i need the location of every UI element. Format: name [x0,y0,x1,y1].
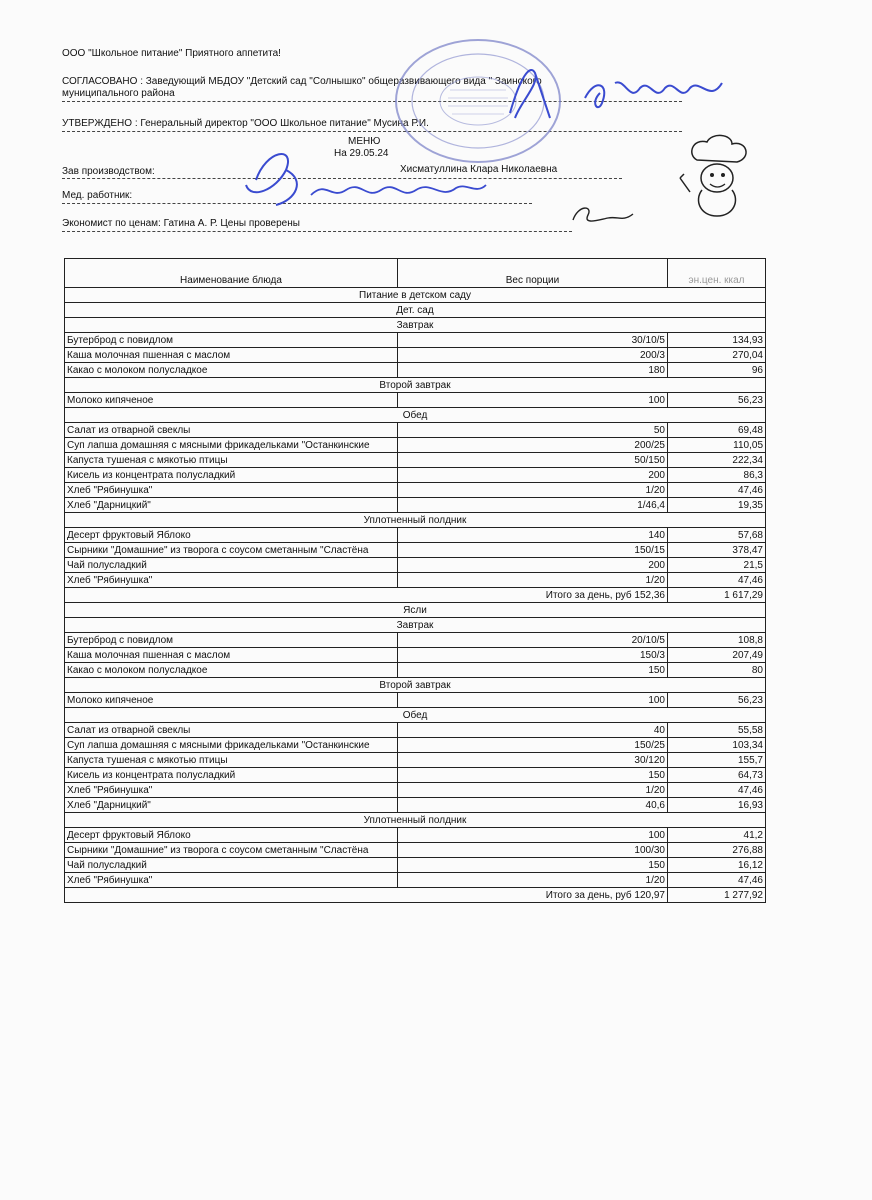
total-kcal: 1 617,29 [668,588,766,603]
portion-weight: 200/3 [398,348,668,363]
dish-name: Сырники "Домашние" из творога с соусом сметанным "Сластёна [65,843,398,858]
dish-name: Хлеб "Дарницкий" [65,498,398,513]
kcal-value: 378,47 [668,543,766,558]
portion-weight: 200 [398,468,668,483]
total-row [65,888,766,903]
director-signature [490,58,740,128]
kcal-value: 96 [668,363,766,378]
chef-mascot-image [672,130,762,220]
table-row [65,663,766,678]
table-row [65,768,766,783]
table-row [65,783,766,798]
dish-name: Хлеб "Рябинушка" [65,483,398,498]
dish-name: Кисель из концентрата полусладкий [65,768,398,783]
portion-weight: 50 [398,423,668,438]
dish-name: Хлеб "Рябинушка" [65,573,398,588]
table-row [65,753,766,768]
meal-row [65,408,766,423]
portion-weight: 200/25 [398,438,668,453]
portion-weight: 200 [398,558,668,573]
economist-signature [568,200,638,230]
total-blank [65,888,398,903]
kcal-value: 222,34 [668,453,766,468]
menu-date: На 29.05.24 [334,148,389,159]
portion-weight: 100 [398,693,668,708]
portion-weight: 100/30 [398,843,668,858]
kcal-value: 69,48 [668,423,766,438]
meal-title: Уплотненный полдник [65,813,766,828]
dish-name: Какао с молоком полусладкое [65,363,398,378]
portion-weight: 150/15 [398,543,668,558]
portion-weight: 100 [398,393,668,408]
total-label: Итого за день, руб 152,36 [398,588,668,603]
dish-name: Суп лапша домашняя с мясными фрикадельками "Останкинские [65,438,398,453]
table-row [65,528,766,543]
portion-weight: 150 [398,663,668,678]
portion-weight: 150 [398,858,668,873]
table-row [65,498,766,513]
portion-weight: 1/20 [398,483,668,498]
table-row [65,798,766,813]
meal-title: Обед [65,708,766,723]
portion-weight: 1/46,4 [398,498,668,513]
meal-row [65,708,766,723]
company-name: ООО "Школьное питание" Приятного аппетита! [62,48,281,59]
group-row [65,603,766,618]
table-row [65,333,766,348]
medic-signature [236,140,496,220]
production-label: Зав производством: [62,166,155,177]
production-name: Хисматуллина Клара Николаевна [400,164,558,175]
table-row [65,423,766,438]
portion-weight: 180 [398,363,668,378]
table-row [65,483,766,498]
dish-name: Какао с молоком полусладкое [65,663,398,678]
group-title: Ясли [65,603,766,618]
dish-name: Бутерброд с повидлом [65,333,398,348]
table-row [65,393,766,408]
portion-weight: 30/10/5 [398,333,668,348]
table-header-row [65,259,766,288]
dish-name: Хлеб "Рябинушка" [65,873,398,888]
dish-name: Чай полусладкий [65,858,398,873]
dish-name: Капуста тушеная с мякотью птицы [65,453,398,468]
table-row [65,573,766,588]
table-row [65,828,766,843]
portion-weight: 20/10/5 [398,633,668,648]
dish-name: Хлеб "Рябинушка" [65,783,398,798]
confirmed-line: УТВЕРЖДЕНО : Генеральный директор "ООО Школьное питание" Мусина Р.И. [62,118,429,129]
meal-title: Завтрак [65,618,766,633]
group-row [65,303,766,318]
portion-weight: 150/25 [398,738,668,753]
portion-weight: 50/150 [398,453,668,468]
meal-row [65,618,766,633]
kcal-value: 134,93 [668,333,766,348]
kcal-value: 19,35 [668,498,766,513]
meal-title: Обед [65,408,766,423]
table-row [65,873,766,888]
table-row [65,648,766,663]
medic-label: Мед. работник: [62,190,133,201]
table-row [65,693,766,708]
kcal-value: 155,7 [668,753,766,768]
portion-weight: 140 [398,528,668,543]
portion-weight: 1/20 [398,783,668,798]
kcal-value: 276,88 [668,843,766,858]
approved-line-1: СОГЛАСОВАНО : Заведующий МБДОУ "Детский сад "Солнышко" общеразвивающего вида " Заинского [62,76,542,87]
kcal-value: 270,04 [668,348,766,363]
column-header-kcal: эн.цен. ккал [668,259,766,288]
kcal-value: 103,34 [668,738,766,753]
dish-name: Капуста тушеная с мякотью птицы [65,753,398,768]
table-row [65,543,766,558]
meal-row [65,378,766,393]
kcal-value: 55,58 [668,723,766,738]
dish-name: Десерт фруктовый Яблоко [65,828,398,843]
table-row [65,468,766,483]
approved-line-2: муниципального района [62,88,175,99]
table-row [65,438,766,453]
portion-weight: 30/120 [398,753,668,768]
kcal-value: 21,5 [668,558,766,573]
dish-name: Салат из отварной свеклы [65,723,398,738]
portion-weight: 150/3 [398,648,668,663]
portion-weight: 1/20 [398,573,668,588]
kcal-value: 80 [668,663,766,678]
column-header-weight: Вес порции [398,259,668,288]
kcal-value: 41,2 [668,828,766,843]
menu-table [64,258,766,903]
table-row [65,738,766,753]
dish-name: Десерт фруктовый Яблоко [65,528,398,543]
kcal-value: 86,3 [668,468,766,483]
meal-title: Завтрак [65,318,766,333]
dish-name: Бутерброд с повидлом [65,633,398,648]
portion-weight: 40,6 [398,798,668,813]
kcal-value: 47,46 [668,873,766,888]
dish-name: Каша молочная пшенная с маслом [65,648,398,663]
meal-title: Уплотненный полдник [65,513,766,528]
kcal-value: 108,8 [668,633,766,648]
kcal-value: 47,46 [668,483,766,498]
section-title-row [65,288,766,303]
meal-row [65,513,766,528]
meal-title: Второй завтрак [65,378,766,393]
table-row [65,633,766,648]
confirmed-underline [62,131,682,132]
total-row [65,588,766,603]
table-row [65,858,766,873]
kcal-value: 47,46 [668,783,766,798]
kcal-value: 16,93 [668,798,766,813]
kcal-value: 47,46 [668,573,766,588]
economist-line: Экономист по ценам: Гатина А. Р. Цены проверены [62,218,300,229]
meal-row [65,318,766,333]
dish-name: Хлеб "Дарницкий" [65,798,398,813]
kcal-value: 64,73 [668,768,766,783]
table-row [65,363,766,378]
portion-weight: 40 [398,723,668,738]
dish-name: Суп лапша домашняя с мясными фрикадельками "Останкинские [65,738,398,753]
dish-name: Сырники "Домашние" из творога с соусом сметанным "Сластёна [65,543,398,558]
portion-weight: 150 [398,768,668,783]
dish-name: Кисель из концентрата полусладкий [65,468,398,483]
kcal-value: 56,23 [668,693,766,708]
total-blank [65,588,398,603]
section-title: Питание в детском саду [65,288,766,303]
group-title: Дет. сад [65,303,766,318]
column-header-dish: Наименование блюда [65,259,398,288]
kcal-value: 207,49 [668,648,766,663]
economist-underline [62,231,572,232]
meal-row [65,813,766,828]
portion-weight: 1/20 [398,873,668,888]
total-label: Итого за день, руб 120,97 [398,888,668,903]
table-row [65,453,766,468]
meal-row [65,678,766,693]
table-row [65,558,766,573]
dish-name: Молоко кипяченое [65,393,398,408]
kcal-value: 110,05 [668,438,766,453]
total-kcal: 1 277,92 [668,888,766,903]
table-row [65,723,766,738]
dish-name: Салат из отварной свеклы [65,423,398,438]
table-row [65,843,766,858]
dish-name: Чай полусладкий [65,558,398,573]
menu-title: МЕНЮ [348,136,381,147]
table-row [65,348,766,363]
dish-name: Каша молочная пшенная с маслом [65,348,398,363]
kcal-value: 56,23 [668,393,766,408]
kcal-value: 16,12 [668,858,766,873]
dish-name: Молоко кипяченое [65,693,398,708]
kcal-value: 57,68 [668,528,766,543]
portion-weight: 100 [398,828,668,843]
meal-title: Второй завтрак [65,678,766,693]
